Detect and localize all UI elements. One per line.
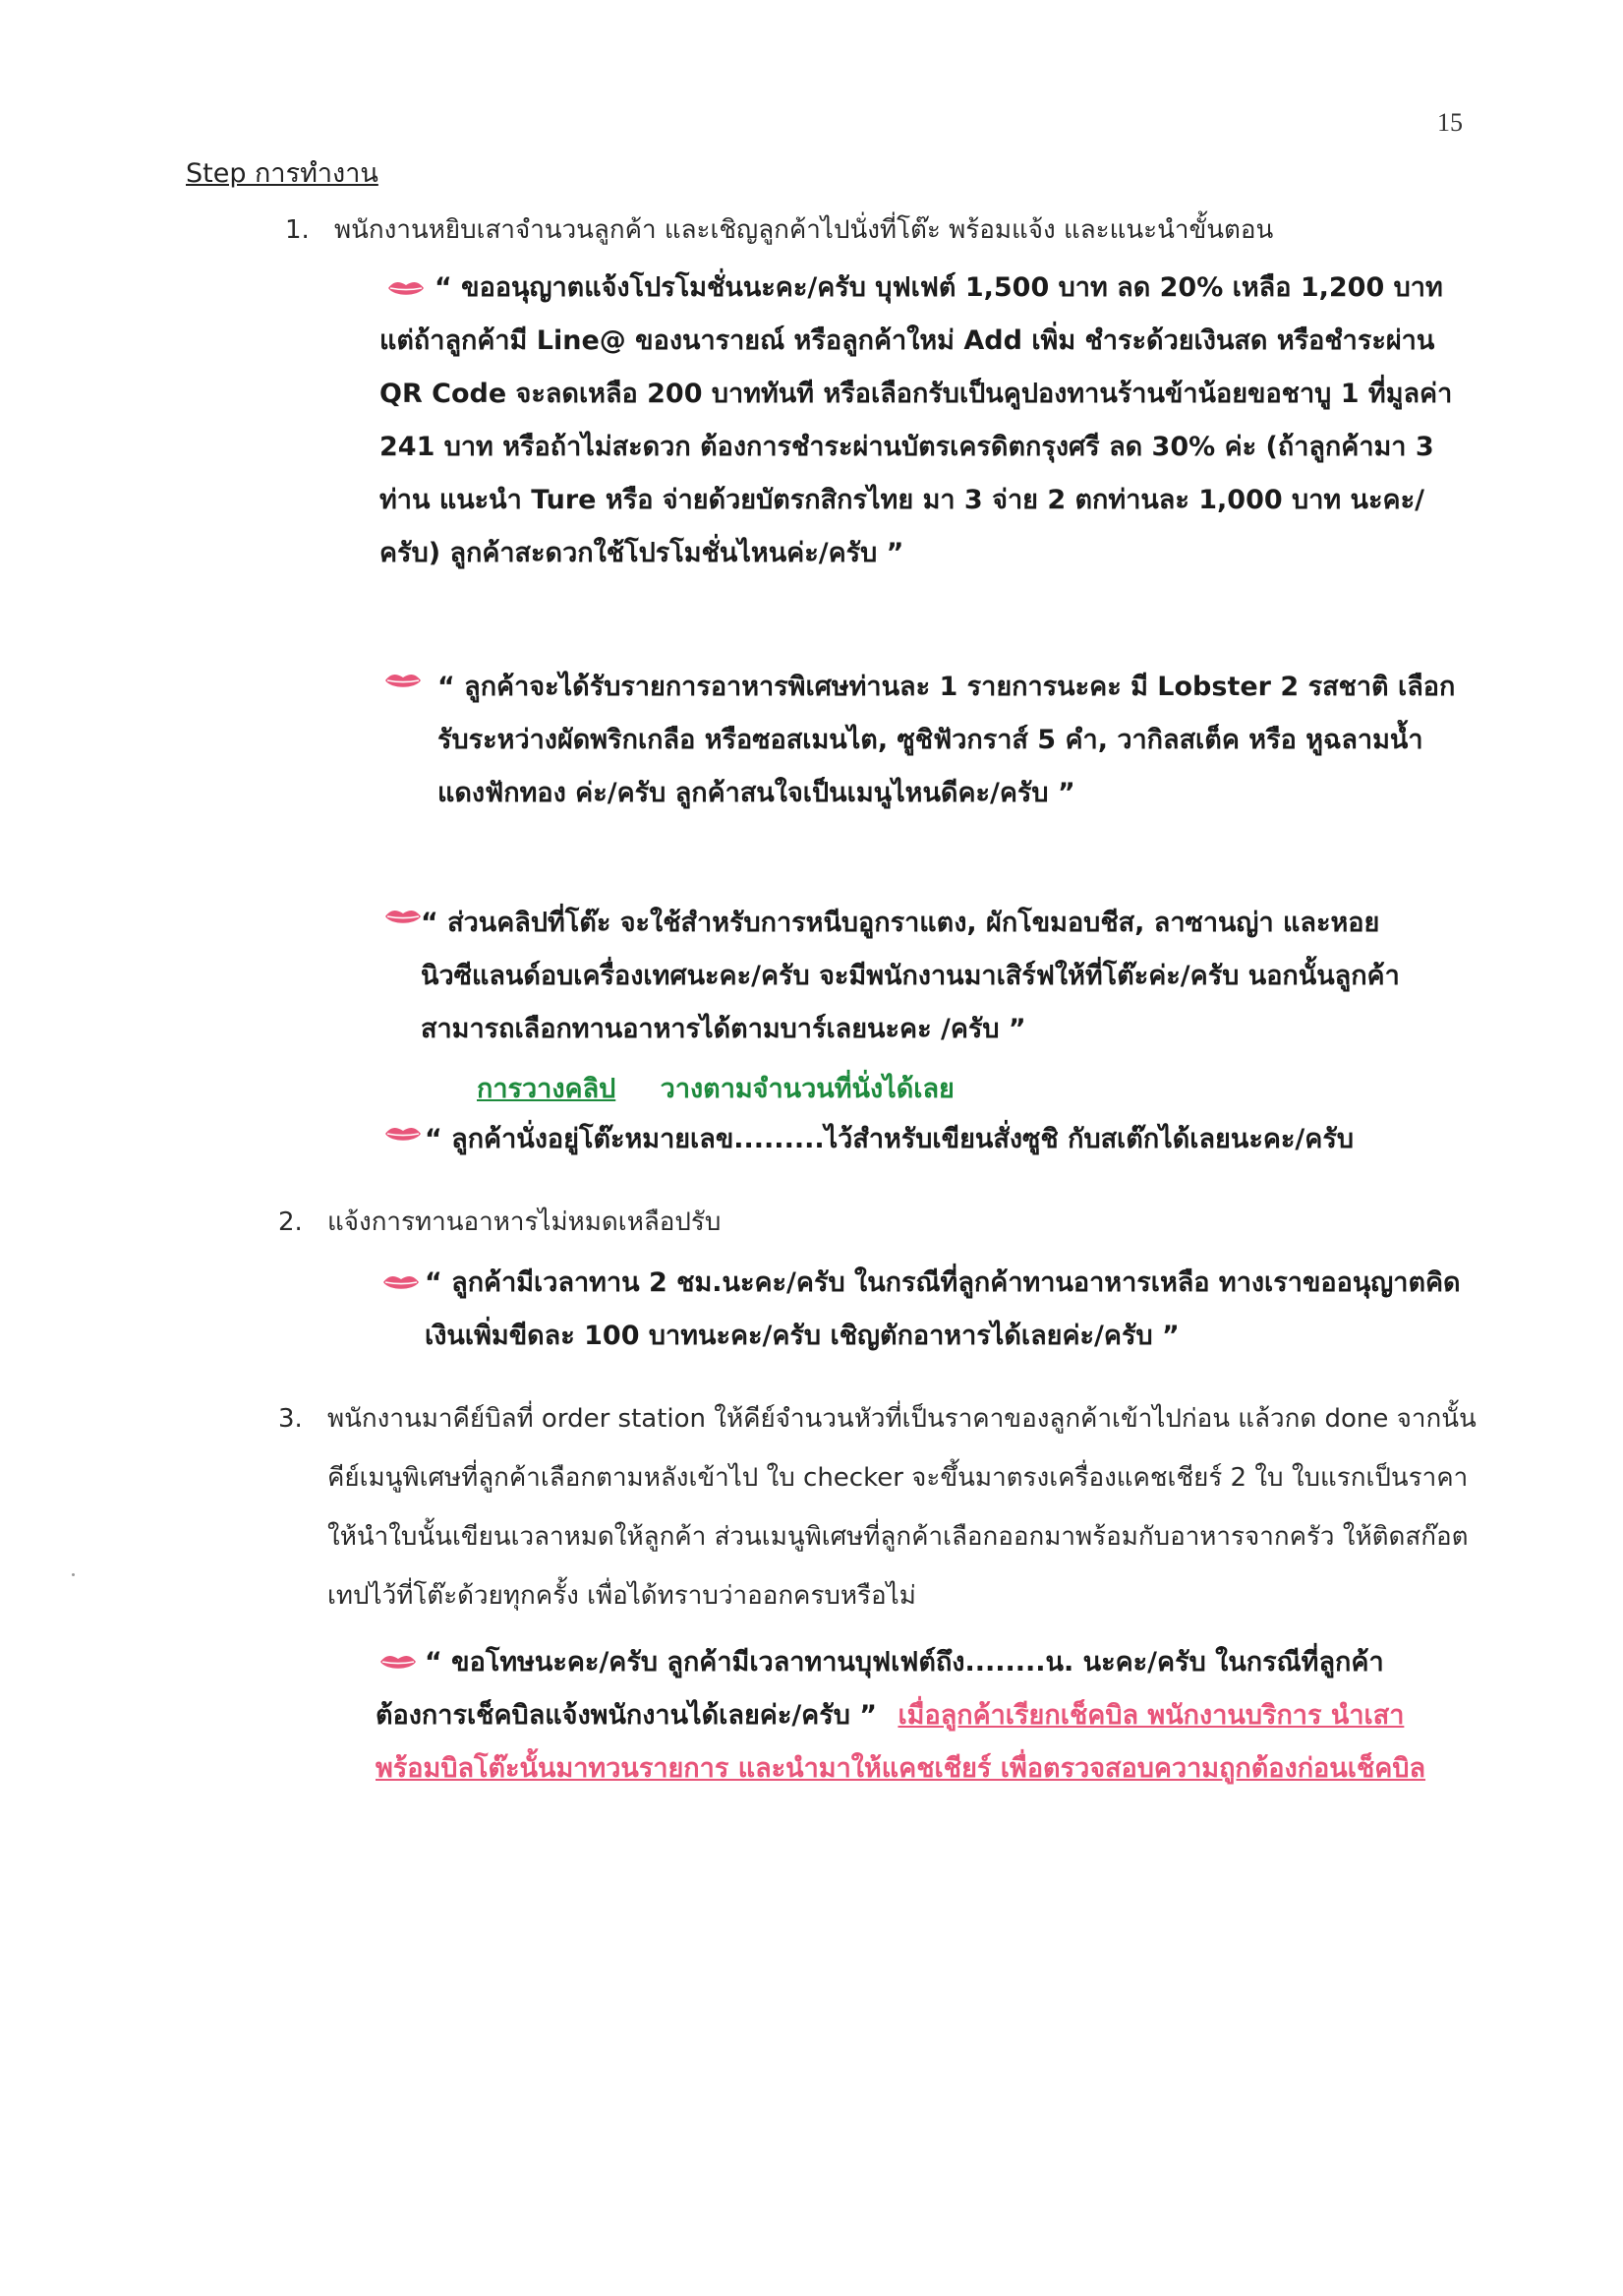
step-2 (278, 1193, 1458, 1252)
lips-icon (381, 1273, 421, 1293)
lips-icon (383, 672, 423, 691)
step-1 (285, 201, 1465, 260)
step-text: พนักงานมาคีย์บิลที่ order station ให้คีย์จำนวนหัวที่เป็นราคาของลูกค้าเข้าไปก่อน แล้วกด done จากนั้นคีย์เมนูพิเศษที่ลูกค้าเลือกตามหลังเข้าไป ใบ checker จะขึ้นมาตรงเครื่องแคชเชียร์ 2 ใบ ใบแรกเป็นราคาให้นำใบนั้นเขียนเวลาหมดให้ลูกค้า ส่วนเมนูพิเศษที่ลูกค้าเลือกออกมาพร้อมกับอาหารจากครัว ให้ติดสก๊อตเทปไว้ที่โต๊ะด้วยทุกครั้ง เพื่อได้ทราบว่าออกครบหรือไม่ (327, 1404, 1477, 1611)
promo-quote: “ ขออนุญาตแจ้งโปรโมชั่นนะคะ/ครับ บุฟเฟต์ 1,500 บาท ลด 20% เหลือ 1,200 บาท แต่ถ้าลูกค้ามี Line@ ของนารายณ์ หรือลูกค้าใหม่ Add เพิ่ม ชำระด้วยเงินสด หรือชำระผ่าน QR Code จะลดเหลือ 200 บาททันที หรือเลือกรับเป็นคูปองทานร้านข้าน้อยขอชาบู 1 ที่มูลค่า 241 บาท หรือถ้าไม่สะดวก ต้องการชำระผ่านบัตรเครดิตกรุงศรี ลด 30% ค่ะ (ถ้าลูกค้ามา 3 ท่าน แนะนำ Ture หรือ จ่ายด้วยบัตรกสิกรไทย มา 3 จ่าย 2 ตกท่านละ 1,000 บาท นะคะ/ครับ) ลูกค้าสะดวกใช้โปรโมชั่นไหนค่ะ/ครับ ” (379, 272, 1453, 568)
step-text: พนักงานหยิบเสาจำนวนลูกค้า และเชิญลูกค้าไปนั่งที่โต๊ะ พร้อมแจ้ง และแนะนำขั้นตอน (334, 215, 1274, 245)
lips-icon (383, 908, 423, 927)
lips-icon (383, 1125, 423, 1145)
clip-placement-note (477, 1067, 955, 1109)
page-heading: Step การทำงาน (186, 158, 378, 189)
step-3 (278, 1389, 1478, 1635)
step-number: 3. (278, 1404, 303, 1434)
checkbill-quote (376, 1636, 1465, 1796)
step-number: 2. (278, 1207, 303, 1237)
leftover-fee-quote: “ ลูกค้ามีเวลาทาน 2 ชม.นะคะ/ครับ ในกรณีที่ลูกค้าทานอาหารเหลือ ทางเราขออนุญาตคิดเงินเพิ่มขีดละ 100 บาทนะคะ/ครับ เชิญตักอาหารได้เลยค่ะ/ครับ ” (425, 1267, 1461, 1351)
step-text: แจ้งการทานอาหารไม่หมดเหลือปรับ (327, 1207, 722, 1237)
clip-placement-label: การวางคลิป (477, 1074, 616, 1104)
clip-placement-text: วางตามจำนวนที่นั่งได้เลย (660, 1074, 955, 1104)
checkbill-procedure-note: เมื่อลูกค้าเรียกเช็คบิล พนักงานบริการ นำเสาพร้อมบิลโต๊ะนั้นมาทวนรายการ และนำมาให้แคชเชียร์ เพื่อตรวจสอบความถูกต้องก่อนเช็คบิล (376, 1700, 1426, 1784)
step-number: 1. (285, 215, 310, 245)
table-number-quote: “ ลูกค้านั่งอยู่โต๊ะหมายเลข.........ไว้สำหรับเขียนสั่งซูชิ กับสเต๊กได้เลยนะคะ/ครับ (425, 1124, 1354, 1154)
special-menu-quote: “ ลูกค้าจะได้รับรายการอาหารพิเศษท่านละ 1 รายการนะคะ มี Lobster 2 รสชาติ เลือกรับระหว่างผัดพริกเกลือ หรือซอสเมนไต, ซูชิฟัวกราส์ 5 คำ, วากิลสเต็ค หรือ หูฉลามน้ำแดงฟักทอง ค่ะ/ครับ ลูกค้าสนใจเป็นเมนูไหนดีคะ/ครับ ” (437, 672, 1456, 808)
page-number: 15 (1437, 108, 1463, 137)
clip-quote: “ ส่วนคลิปที่โต๊ะ จะใช้สำหรับการหนีบอูกราแตง, ผักโขมอบชีส, ลาซานญ่า และหอยนิวซีแลนด์อบเครื่องเทศนะคะ/ครับ จะมีพนักงานมาเสิร์ฟให้ที่โต๊ะค่ะ/ครับ นอกนั้นลูกค้าสามารถเลือกทานอาหารได้ตามบาร์เลยนะคะ /ครับ ” (421, 908, 1400, 1044)
checkbill-quote-text: “ ขอโทษนะคะ/ครับ ลูกค้ามีเวลาทานบุฟเฟต์ถึง........น. นะคะ/ครับ ในกรณีที่ลูกค้าต้องการเช็คบิลแจ้งพนักงานได้เลยค่ะ/ครับ ” (376, 1647, 1384, 1731)
scan-speck (72, 1573, 75, 1576)
